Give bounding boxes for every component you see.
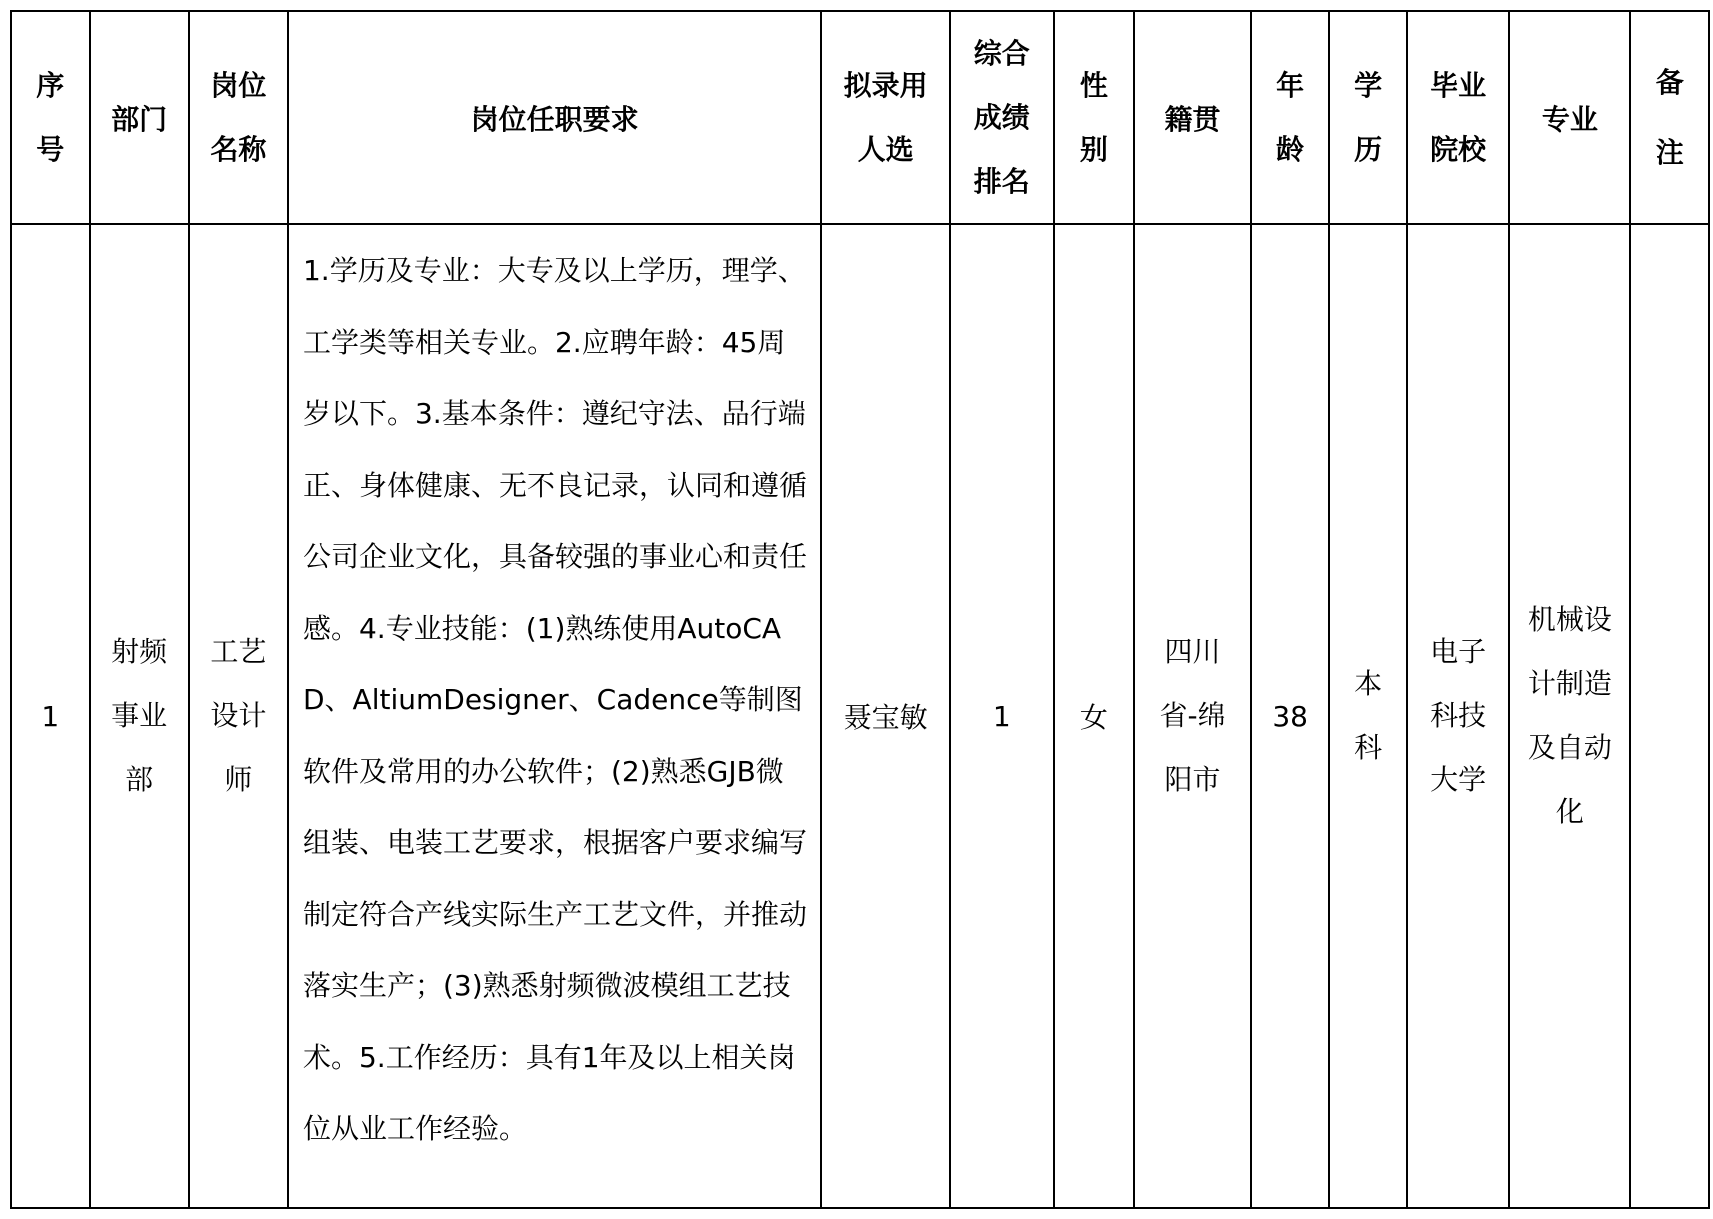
header-row [11,11,1709,224]
cell-school: 电子 科技 大学 [1407,224,1510,1208]
cell-remark [1630,224,1709,1208]
cell-rank: 1 [950,224,1054,1208]
cell-requirements: 1.学历及专业：大专及以上学历，理学、工学类等相关专业。2.应聘年龄：45周岁以下。3.基本条件：遵纪守法、品行端正、身体健康、无不良记录，认同和遵循公司企业文化，具备较强的事业心和责任感。4.专业技能：(1)熟练使用AutoCAD、AltiumDesigner、Cadence等制图软件及常用的办公软件；(2)熟悉GJB微组装、电装工艺要求，根据客户要求编写制定符合产线实际生产工艺文件，并推动落实生产；(3)熟悉射频微波模组工艺技术。5.工作经历：具有1年及以上相关岗位从业工作经验。 [288,224,821,1208]
header-post: 岗位 名称 [189,11,288,224]
header-requirements: 岗位任职要求 [288,11,821,224]
header-dept: 部门 [90,11,189,224]
cell-post: 工艺 设计 师 [189,224,288,1208]
cell-major: 机械设 计制造 及自动 化 [1509,224,1630,1208]
cell-candidate: 聂宝敏 [821,224,950,1208]
header-rank: 综合 成绩 排名 [950,11,1054,224]
header-education: 学 历 [1329,11,1406,224]
cell-dept: 射频 事业 部 [90,224,189,1208]
header-gender: 性 别 [1054,11,1135,224]
header-age: 年 龄 [1251,11,1330,224]
header-major: 专业 [1509,11,1630,224]
header-seq: 序 号 [11,11,90,224]
cell-education: 本 科 [1329,224,1406,1208]
recruitment-table [10,10,1710,1209]
cell-seq: 1 [11,224,90,1208]
cell-gender: 女 [1054,224,1135,1208]
header-school: 毕业 院校 [1407,11,1510,224]
table-row [11,224,1709,1208]
header-candidate: 拟录用 人选 [821,11,950,224]
cell-native-place: 四川 省-绵 阳市 [1134,224,1251,1208]
header-native-place: 籍贯 [1134,11,1251,224]
header-remark: 备 注 [1630,11,1709,224]
cell-age: 38 [1251,224,1330,1208]
